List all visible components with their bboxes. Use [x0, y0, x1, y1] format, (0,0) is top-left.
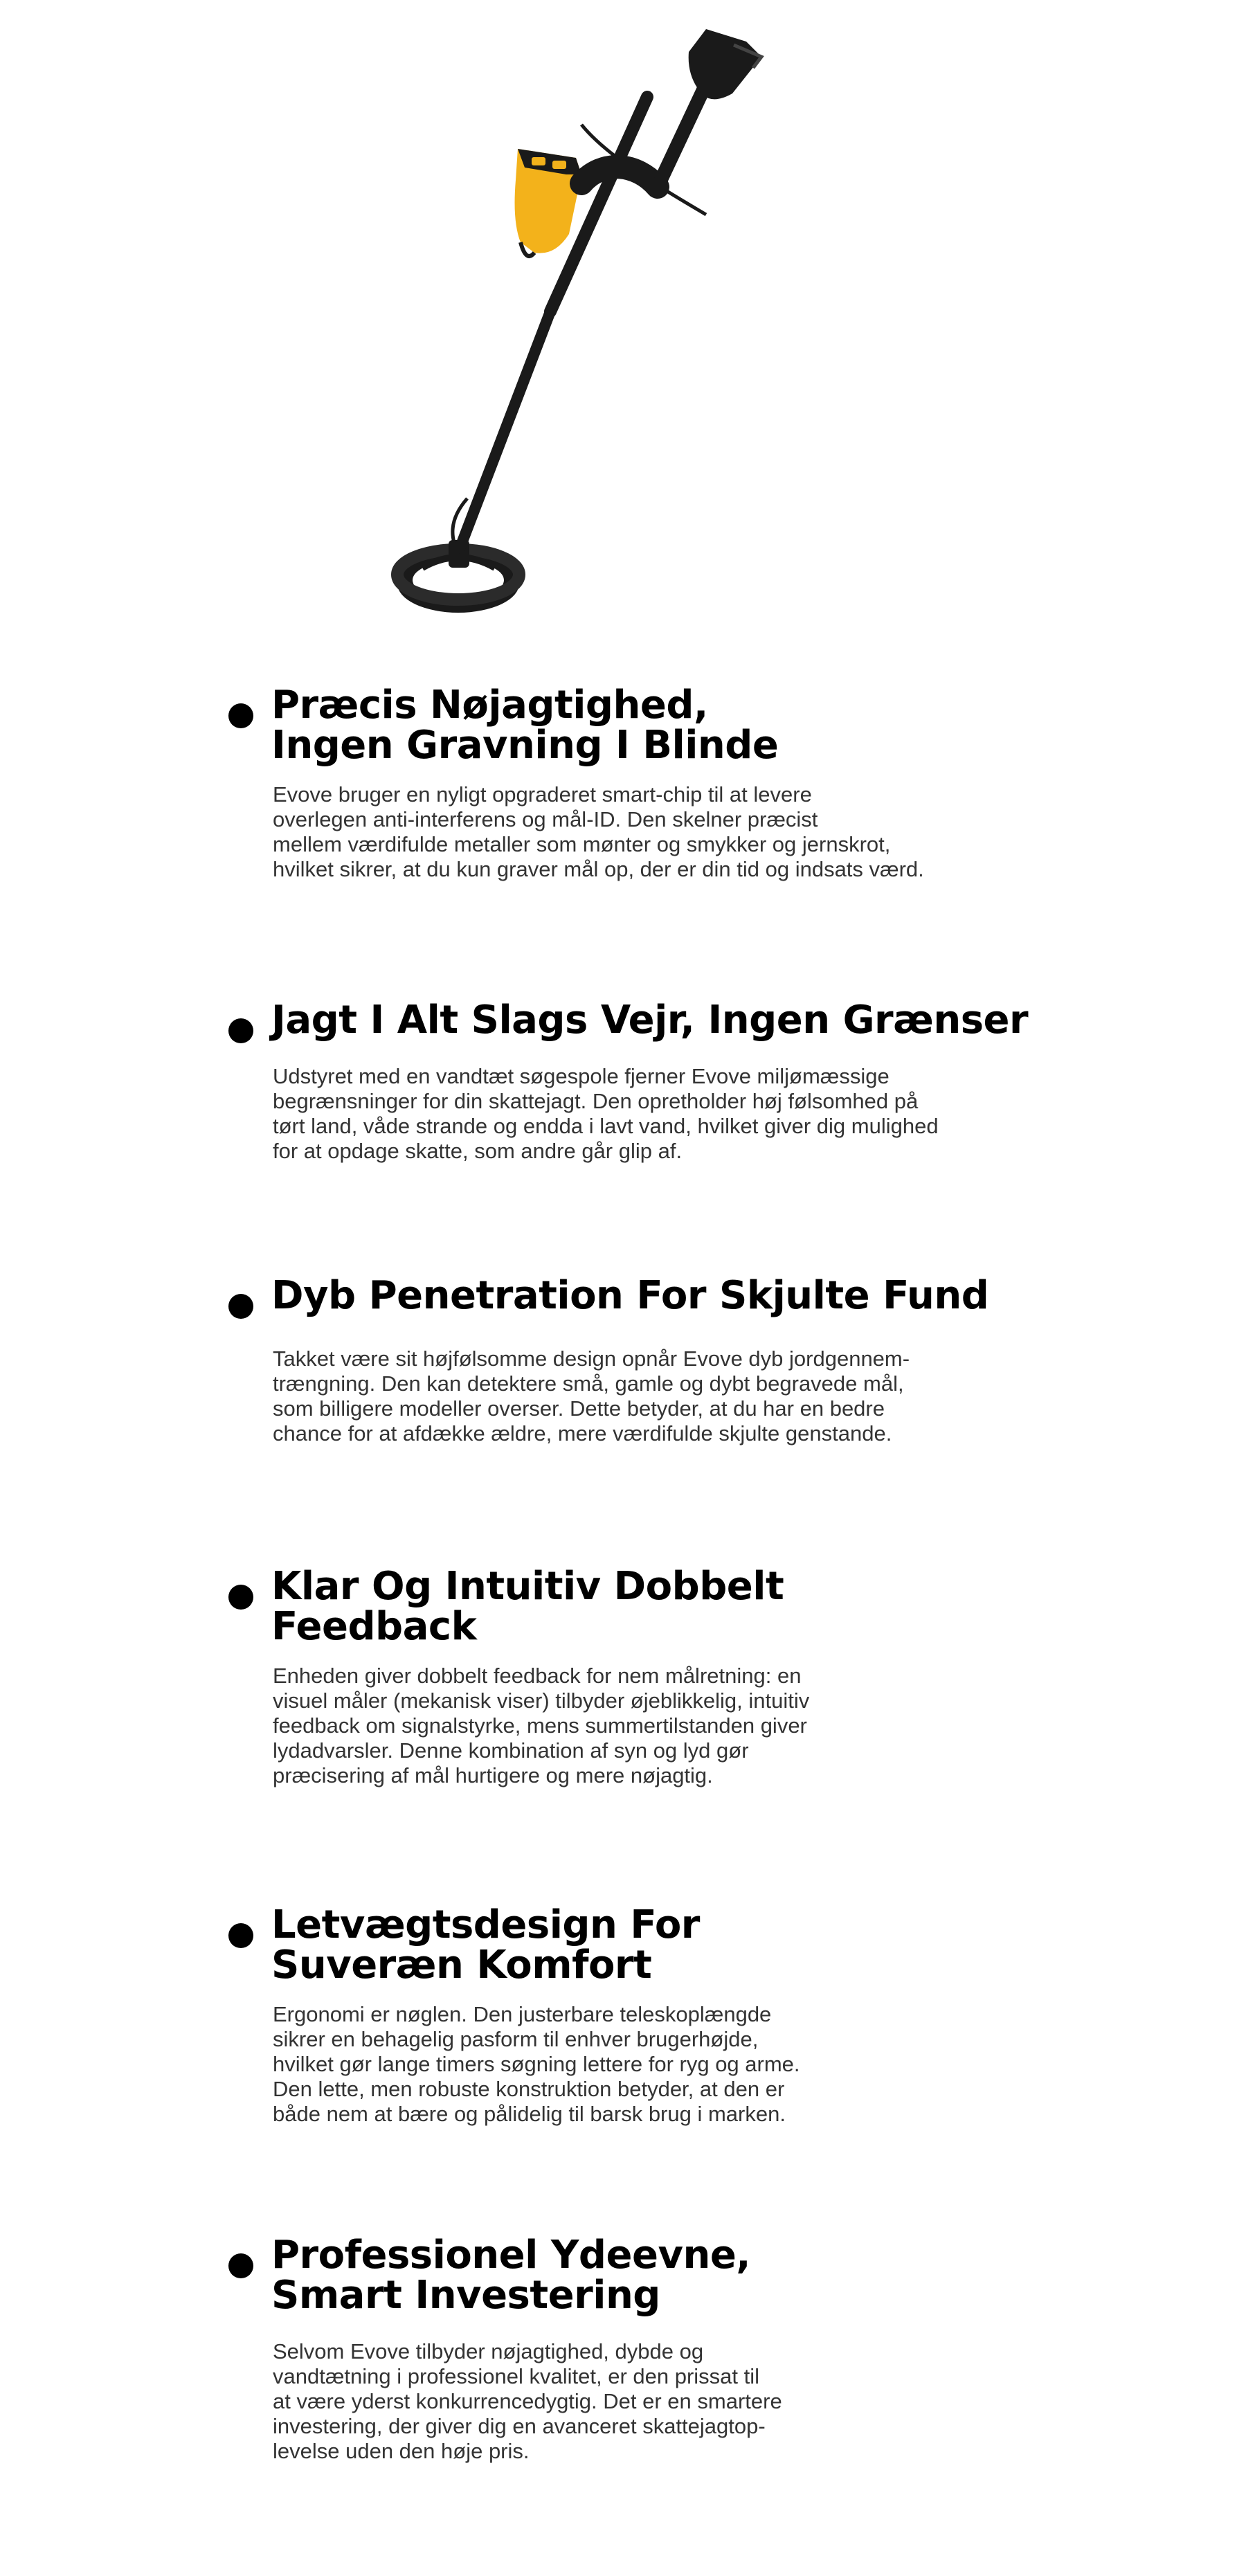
- feature-block-6: [228, 2235, 1059, 2464]
- feature-heading: Dyb Penetration For Skjulte Fund: [271, 1273, 989, 1318]
- feature-heading: Letvægtsdesign For Suveræn Komfort: [271, 1902, 700, 1988]
- feature-block-2: [228, 1000, 1059, 1164]
- lower-shaft: [453, 312, 550, 554]
- feature-description: Evove bruger en nyligt opgraderet smart-chip til at levere overlegen anti-interferens og mål-ID. Den skelner præcist mellem værdifulde metaller som mønter og smykker og jernskrot, hvilket sikrer, at du kun graver mål op, der er din tid og indsats værd.: [273, 782, 924, 881]
- feature-heading: Professionel Ydeevne, Smart Investering: [271, 2233, 751, 2318]
- feature-heading: Klar Og Intuitiv Dobbelt Feedback: [271, 1564, 784, 1649]
- feature-heading: Præcis Nøjagtighed, Ingen Gravning I Blinde: [271, 683, 779, 768]
- feature-description: Takket være sit højfølsomme design opnår Evove dyb jordgennem- trængning. Den kan detektere små, gamle og dybt begravede mål, som billigere modeller overser. Dette betyder, at du har en bedre chance for at afdække ældre, mere værdifulde skjulte genstande.: [273, 1346, 910, 1445]
- bullet-icon: [228, 1294, 253, 1319]
- feature-heading: Jagt I Alt Slags Vejr, Ingen Grænser: [271, 998, 1029, 1043]
- control-box: [515, 149, 581, 256]
- feature-description: Selvom Evove tilbyder nøjagtighed, dybde og vandtætning i professionel kvalitet, er den prissat til at være yderst konkurrencedygtig. Det er en smartere investering, der giver dig en avanceret skattejagtop- levelse uden den høje pris.: [273, 2339, 782, 2463]
- feature-description: Udstyret med en vandtæt søgespole fjerner Evove miljømæssige begrænsninger for din skattejagt. Den opretholder høj følsomhed på tørt land, våde strande og endda i lavt vand, hvilket giver dig mulighed for at opdage skatte, som andre går glip af.: [273, 1064, 939, 1163]
- feature-block-4: [228, 1564, 1059, 1788]
- feature-block-3: [228, 1273, 1059, 1446]
- bullet-icon: [228, 1585, 253, 1610]
- armrest: [581, 29, 761, 187]
- bullet-icon: [228, 703, 253, 728]
- feature-description: Ergonomi er nøglen. Den justerbare teleskoplængde sikrer en behagelig pasform til enhver brugerhøjde, hvilket gør lange timers søgning lettere for ryg og arme. Den lette, men robuste konstruktion betyder, at den er både nem at bære og pålidelig til barsk brug i marken.: [273, 2002, 800, 2126]
- bullet-icon: [228, 1923, 253, 1948]
- bullet-icon: [228, 2253, 253, 2278]
- metal-detector-image: [374, 14, 900, 637]
- bullet-icon: [228, 1018, 253, 1043]
- feature-block-5: [228, 1902, 1059, 2127]
- feature-block-1: [228, 685, 1059, 882]
- feature-description: Enheden giver dobbelt feedback for nem målretning: en visuel måler (mekanisk viser) tilbyder øjeblikkelig, intuitiv feedback om signalstyrke, mens summertilstanden giver lydadvarsler. Denne kombination af syn og lyd gør præcisering af mål hurtigere og mere nøjagtig.: [273, 1664, 810, 1787]
